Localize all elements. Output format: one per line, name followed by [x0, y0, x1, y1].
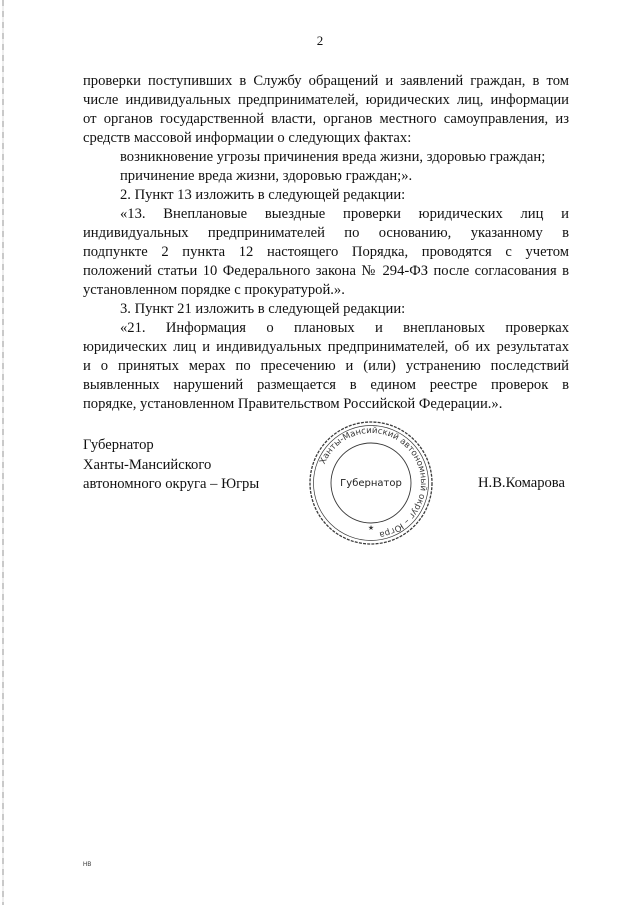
document-body: [83, 72, 569, 414]
seal-ring-text: Ханты-Мансийский автономный округ – Югра: [318, 425, 429, 540]
point2-intro: 2. Пункт 13 изложить в следующей редакции:: [120, 187, 406, 203]
footer-mark: НВ: [83, 862, 92, 868]
point13-line: положений статьи 10 Федерального закона № 294-ФЗ после согласования в: [83, 263, 569, 279]
signatory-title-line: Губернатор: [83, 437, 154, 453]
point13-line: «13. Внеплановые выездные проверки юридических лиц и: [120, 206, 569, 222]
page-number: 2: [316, 33, 324, 48]
signatory-title-line: автономного округа – Югры: [83, 476, 260, 492]
official-seal: [306, 418, 436, 548]
paragraph-line: числе индивидуальных предпринимателей, юридических лиц, информации: [83, 92, 569, 108]
point21-line: и о принятых мерах по пресечению и (или) устранению последствий: [83, 358, 569, 374]
point21-line: юридических лиц и индивидуальных предпринимателей, об их результатах: [83, 339, 569, 355]
point13-line: установленном порядке с прокуратурой.».: [83, 282, 345, 298]
seal-star-icon: ★: [367, 524, 375, 532]
point21-line: выявленных нарушений размещается в едином реестре проверок в: [83, 377, 569, 393]
scan-edge: [2, 0, 4, 905]
paragraph-line: проверки поступивших в Службу обращений и заявлений граждан, в том: [83, 73, 569, 89]
point3-intro: 3. Пункт 21 изложить в следующей редакции:: [120, 301, 406, 317]
paragraph-line: средств массовой информации о следующих фактах:: [83, 130, 412, 146]
point13-line: индивидуальных предпринимателей по основанию, указанному в: [83, 225, 569, 241]
list-item-threat: возникновение угрозы причинения вреда жизни, здоровью граждан;: [120, 149, 546, 165]
signatory-title-line: Ханты-Мансийского: [83, 456, 212, 473]
point21-line: порядке, установленном Правительством Российской Федерации.».: [83, 396, 503, 412]
signatory-name: Н.В.Комарова: [478, 475, 565, 491]
list-item-harm: причинение вреда жизни, здоровью граждан;».: [120, 168, 413, 184]
point13-line: подпункте 2 пункта 12 настоящего Порядка, проводятся с учетом: [83, 244, 569, 260]
point21-line: «21. Информация о плановых и внеплановых проверках: [120, 320, 569, 336]
paragraph-line: от органов государственной власти, органов местного самоуправления, из: [83, 111, 569, 127]
seal-center-text: Губернатор: [340, 478, 402, 489]
signatory-title: [83, 436, 259, 495]
